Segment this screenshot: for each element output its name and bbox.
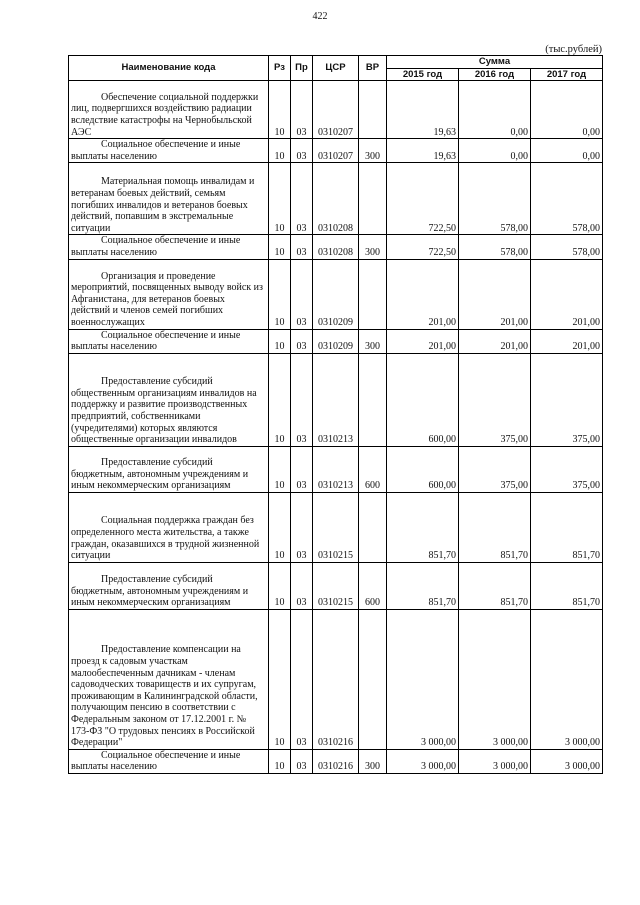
cell-vr: 300 bbox=[359, 329, 387, 353]
cell-rz: 10 bbox=[269, 139, 291, 163]
cell-csr: 0310208 bbox=[313, 235, 359, 259]
cell-v2017: 578,00 bbox=[531, 163, 603, 235]
cell-v2016: 201,00 bbox=[459, 329, 531, 353]
row-name bbox=[69, 81, 269, 139]
row-name bbox=[69, 329, 269, 353]
cell-v2016: 851,70 bbox=[459, 562, 531, 609]
cell-pr: 03 bbox=[291, 139, 313, 163]
row-name bbox=[69, 749, 269, 773]
cell-csr: 0310207 bbox=[313, 139, 359, 163]
cell-v2016: 578,00 bbox=[459, 235, 531, 259]
header-csr: ЦСР bbox=[313, 56, 359, 81]
row-name bbox=[69, 353, 269, 446]
cell-pr: 03 bbox=[291, 329, 313, 353]
cell-v2015: 851,70 bbox=[387, 562, 459, 609]
units-label: (тыс.рублей) bbox=[545, 44, 602, 55]
row-name-text: Социальное обеспечение и иные выплаты населению bbox=[71, 749, 241, 773]
row-name-text: Предоставление субсидий общественным организациям инвалидов на поддержку и развитие производственных предприятий, собственниками (учредителями) которых являются общественные организации инвалидов bbox=[71, 376, 257, 446]
row-name-text: Предоставление субсидий бюджетным, автономным учреждениям и иным некоммерческим организациям bbox=[71, 573, 249, 609]
cell-vr: 300 bbox=[359, 749, 387, 773]
row-name-text: Социальное обеспечение и иные выплаты населению bbox=[71, 235, 241, 258]
row-name bbox=[69, 609, 269, 749]
cell-v2016: 0,00 bbox=[459, 81, 531, 139]
cell-rz: 10 bbox=[269, 163, 291, 235]
cell-vr: 300 bbox=[359, 235, 387, 259]
cell-vr: 600 bbox=[359, 562, 387, 609]
cell-v2016: 3 000,00 bbox=[459, 749, 531, 773]
table-row bbox=[69, 609, 603, 749]
cell-csr: 0310213 bbox=[313, 446, 359, 492]
cell-vr bbox=[359, 81, 387, 139]
cell-csr: 0310216 bbox=[313, 749, 359, 773]
cell-vr: 300 bbox=[359, 139, 387, 163]
header-sum: Сумма bbox=[387, 56, 603, 69]
cell-pr: 03 bbox=[291, 163, 313, 235]
cell-v2015: 3 000,00 bbox=[387, 749, 459, 773]
cell-v2017: 3 000,00 bbox=[531, 749, 603, 773]
cell-rz: 10 bbox=[269, 235, 291, 259]
row-name-text: Обеспечение социальной поддержки лиц, подвергшихся воздействию радиации вследствие катастрофы на Чернобыльской АЭС bbox=[71, 91, 259, 138]
header-name: Наименование кода bbox=[69, 56, 269, 81]
row-name-text: Социальное обеспечение и иные выплаты населению bbox=[71, 139, 241, 162]
header-vr: ВР bbox=[359, 56, 387, 81]
cell-rz: 10 bbox=[269, 749, 291, 773]
row-name bbox=[69, 492, 269, 562]
page-number: 422 bbox=[312, 11, 328, 22]
cell-csr: 0310208 bbox=[313, 163, 359, 235]
cell-pr: 03 bbox=[291, 81, 313, 139]
table-row bbox=[69, 329, 603, 353]
cell-v2017: 851,70 bbox=[531, 562, 603, 609]
cell-csr: 0310209 bbox=[313, 329, 359, 353]
cell-csr: 0310216 bbox=[313, 609, 359, 749]
cell-v2016: 0,00 bbox=[459, 139, 531, 163]
cell-rz: 10 bbox=[269, 562, 291, 609]
cell-v2017: 0,00 bbox=[531, 81, 603, 139]
table-row bbox=[69, 492, 603, 562]
cell-csr: 0310213 bbox=[313, 353, 359, 446]
cell-csr: 0310215 bbox=[313, 492, 359, 562]
table-row bbox=[69, 81, 603, 139]
cell-rz: 10 bbox=[269, 259, 291, 329]
cell-pr: 03 bbox=[291, 609, 313, 749]
cell-v2017: 375,00 bbox=[531, 353, 603, 446]
row-name bbox=[69, 163, 269, 235]
table-row bbox=[69, 446, 603, 492]
table-row bbox=[69, 562, 603, 609]
table-row bbox=[69, 163, 603, 235]
cell-v2016: 375,00 bbox=[459, 353, 531, 446]
cell-vr bbox=[359, 259, 387, 329]
cell-rz: 10 bbox=[269, 492, 291, 562]
row-name-text: Организация и проведение мероприятий, посвященных выводу войск из Афганистана, для ветеранов боевых действий и членов семей погибших военнослужащих bbox=[71, 270, 263, 328]
cell-v2015: 722,50 bbox=[387, 163, 459, 235]
cell-pr: 03 bbox=[291, 446, 313, 492]
cell-v2015: 201,00 bbox=[387, 329, 459, 353]
cell-v2016: 201,00 bbox=[459, 259, 531, 329]
cell-v2016: 851,70 bbox=[459, 492, 531, 562]
header-2015: 2015 год bbox=[387, 68, 459, 81]
row-name-text: Предоставление субсидий бюджетным, автономным учреждениям и иным некоммерческим организациям bbox=[71, 456, 249, 492]
row-name-text: Социальная поддержка граждан без определенного места жительства, а также граждан, оказавшихся в трудной жизненной ситуации bbox=[71, 515, 260, 562]
cell-vr bbox=[359, 353, 387, 446]
cell-csr: 0310207 bbox=[313, 81, 359, 139]
cell-v2017: 851,70 bbox=[531, 492, 603, 562]
header-rz: Рз bbox=[269, 56, 291, 81]
table-row bbox=[69, 749, 603, 773]
row-name bbox=[69, 139, 269, 163]
header-2017: 2017 год bbox=[531, 68, 603, 81]
cell-vr bbox=[359, 163, 387, 235]
cell-pr: 03 bbox=[291, 353, 313, 446]
cell-v2015: 3 000,00 bbox=[387, 609, 459, 749]
table-row bbox=[69, 353, 603, 446]
cell-csr: 0310209 bbox=[313, 259, 359, 329]
cell-pr: 03 bbox=[291, 562, 313, 609]
cell-vr: 600 bbox=[359, 446, 387, 492]
cell-vr bbox=[359, 609, 387, 749]
cell-v2016: 578,00 bbox=[459, 163, 531, 235]
cell-rz: 10 bbox=[269, 353, 291, 446]
budget-table bbox=[68, 55, 603, 774]
table-row bbox=[69, 139, 603, 163]
cell-v2015: 851,70 bbox=[387, 492, 459, 562]
cell-v2016: 375,00 bbox=[459, 446, 531, 492]
cell-v2017: 0,00 bbox=[531, 139, 603, 163]
cell-v2017: 375,00 bbox=[531, 446, 603, 492]
row-name-text: Социальное обеспечение и иные выплаты населению bbox=[71, 329, 241, 353]
cell-pr: 03 bbox=[291, 749, 313, 773]
cell-v2015: 19,63 bbox=[387, 81, 459, 139]
cell-v2015: 722,50 bbox=[387, 235, 459, 259]
cell-csr: 0310215 bbox=[313, 562, 359, 609]
cell-v2017: 3 000,00 bbox=[531, 609, 603, 749]
row-name bbox=[69, 446, 269, 492]
header-2016: 2016 год bbox=[459, 68, 531, 81]
cell-rz: 10 bbox=[269, 609, 291, 749]
row-name bbox=[69, 259, 269, 329]
cell-v2015: 600,00 bbox=[387, 446, 459, 492]
cell-pr: 03 bbox=[291, 492, 313, 562]
cell-v2015: 600,00 bbox=[387, 353, 459, 446]
cell-pr: 03 bbox=[291, 235, 313, 259]
row-name-text: Материальная помощь инвалидам и ветеранам боевых действий, семьям погибших инвалидов и ветеранов боевых действий, попавшим в экстремальные ситуации bbox=[71, 176, 255, 234]
cell-v2016: 3 000,00 bbox=[459, 609, 531, 749]
cell-vr bbox=[359, 492, 387, 562]
header-pr: Пр bbox=[291, 56, 313, 81]
cell-pr: 03 bbox=[291, 259, 313, 329]
row-name-text: Предоставление компенсации на проезд к садовым участкам малообеспеченным дачникам - членам садоводческих товариществ и их супругам, проживающим в Калининградской области, получающим пенсию в соответствии с Федеральным законом от 17.12.2001 г. № 173-ФЗ "О трудовых пенсиях в Российской Федерации" bbox=[71, 644, 258, 749]
cell-rz: 10 bbox=[269, 446, 291, 492]
table-row bbox=[69, 259, 603, 329]
cell-v2017: 201,00 bbox=[531, 329, 603, 353]
row-name bbox=[69, 235, 269, 259]
cell-rz: 10 bbox=[269, 329, 291, 353]
cell-v2015: 19,63 bbox=[387, 139, 459, 163]
table-row bbox=[69, 235, 603, 259]
cell-rz: 10 bbox=[269, 81, 291, 139]
cell-v2015: 201,00 bbox=[387, 259, 459, 329]
cell-v2017: 201,00 bbox=[531, 259, 603, 329]
cell-v2017: 578,00 bbox=[531, 235, 603, 259]
row-name bbox=[69, 562, 269, 609]
